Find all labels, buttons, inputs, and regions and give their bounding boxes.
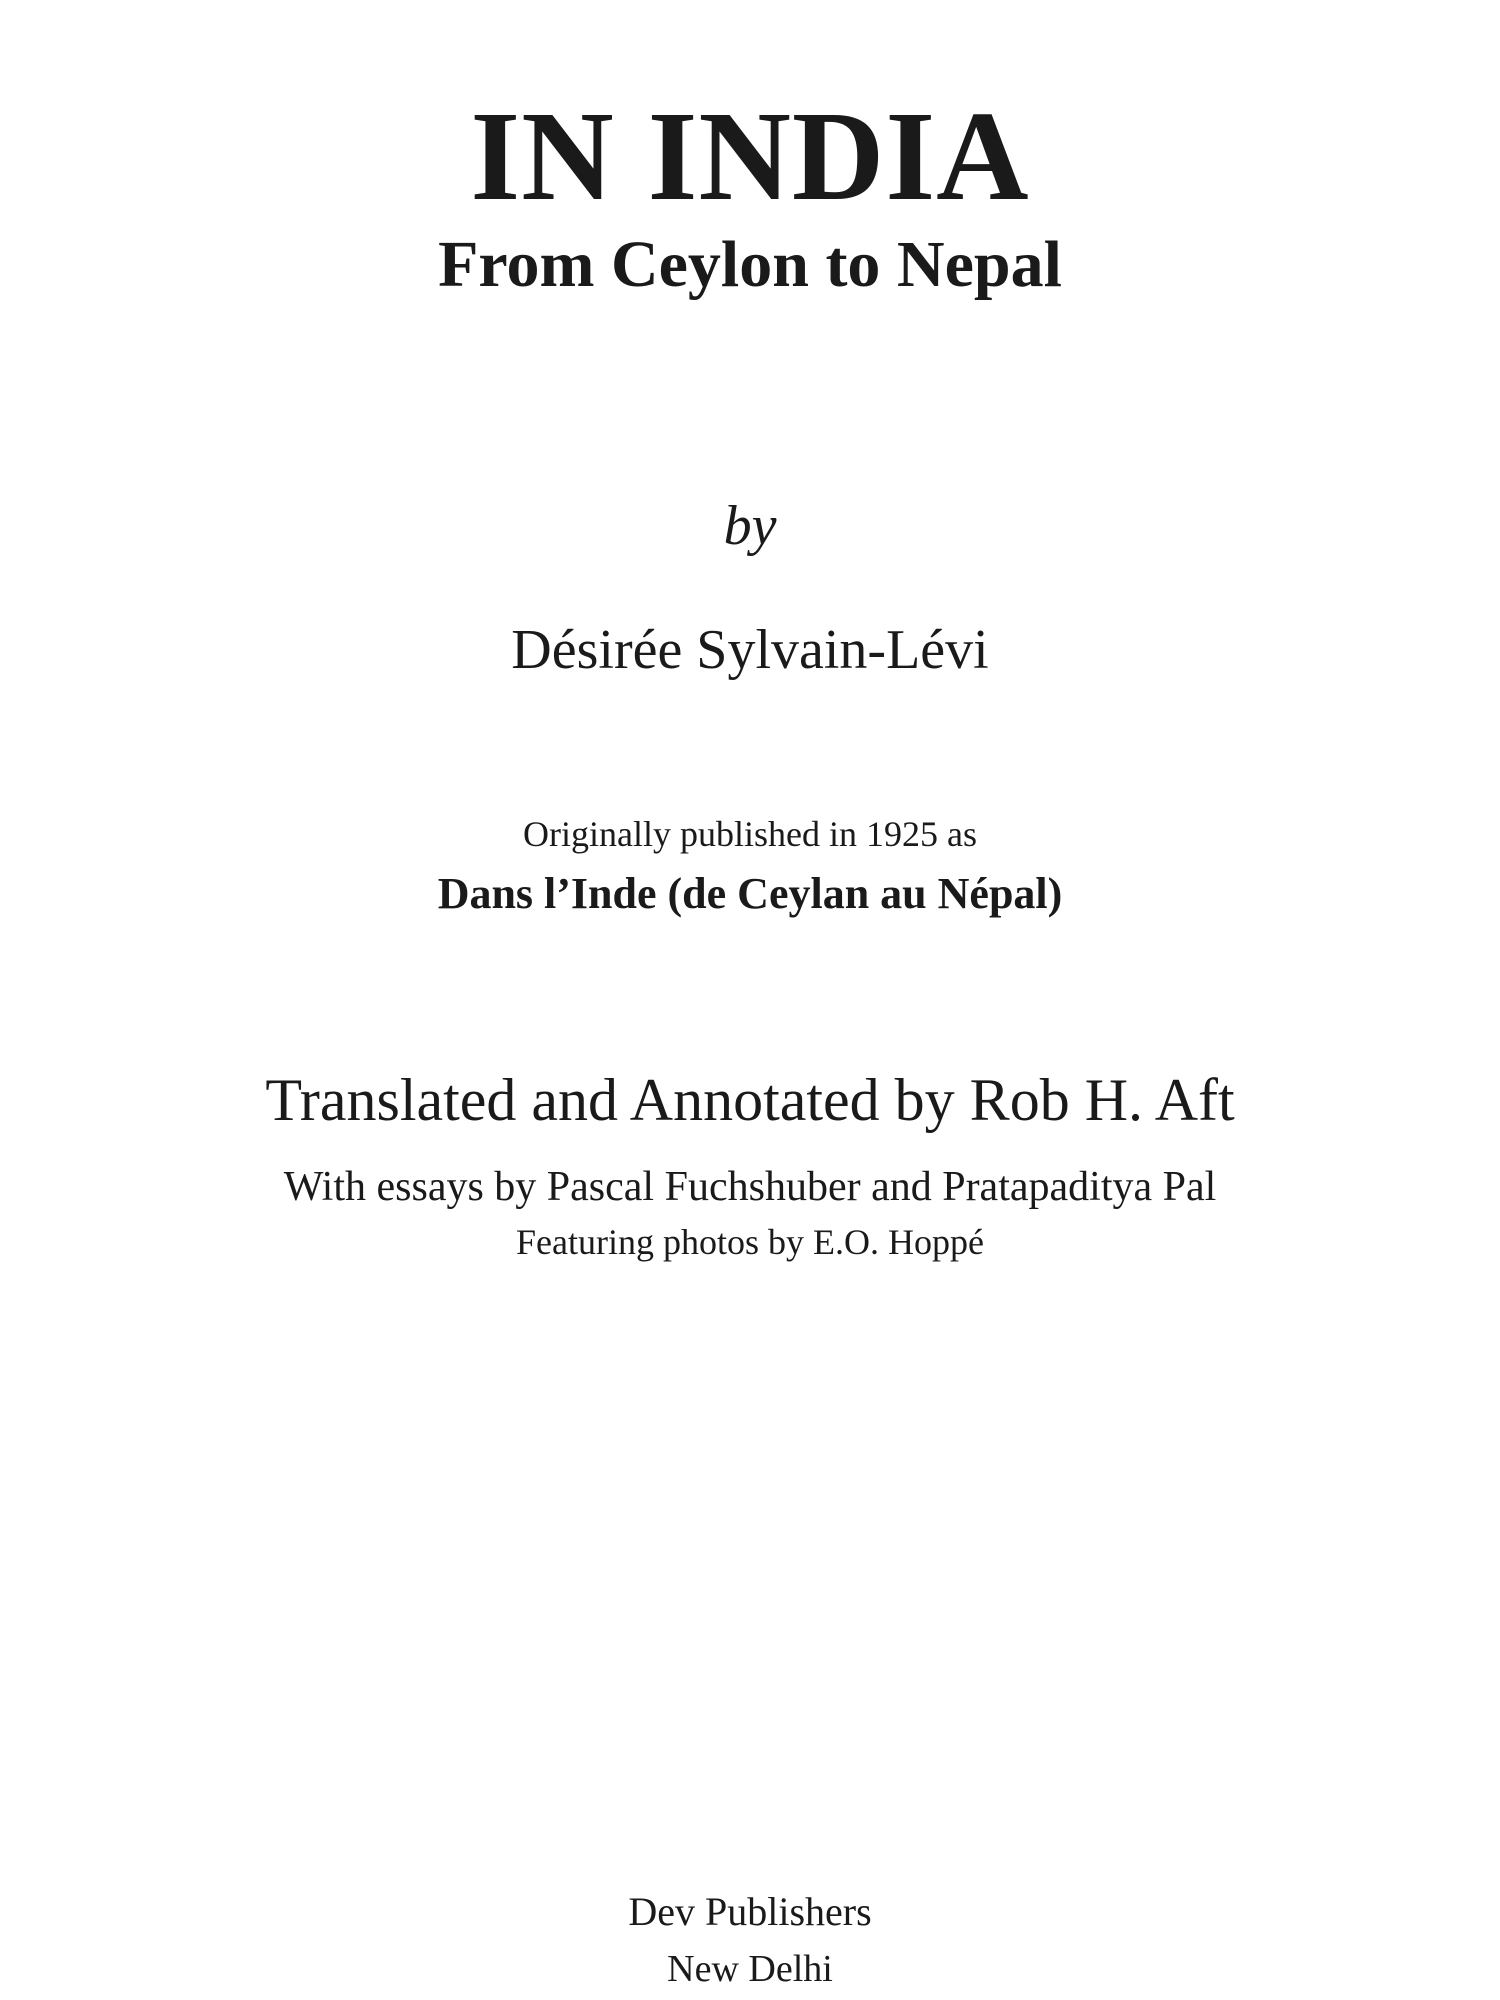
- essays-credit: With essays by Pascal Fuchshuber and Pratapaditya Pal: [283, 1164, 1217, 1210]
- photos-credit: Featuring photos by E.O. Hoppé: [516, 1222, 984, 1262]
- translator-credit: Translated and Annotated by Rob H. Aft: [265, 1067, 1235, 1133]
- original-title: Dans l’Inde (de Ceylan au Népal): [437, 869, 1063, 918]
- author-name: Désirée Sylvain-Lévi: [511, 619, 989, 681]
- by-line: by: [723, 495, 777, 557]
- book-subtitle: From Ceylon to Nepal: [438, 228, 1062, 301]
- publisher-city: New Delhi: [667, 1948, 833, 1990]
- original-publication-note: Originally published in 1925 as: [523, 814, 977, 854]
- publisher-name: Dev Publishers: [628, 1889, 872, 1934]
- book-title: IN INDIA: [470, 85, 1030, 227]
